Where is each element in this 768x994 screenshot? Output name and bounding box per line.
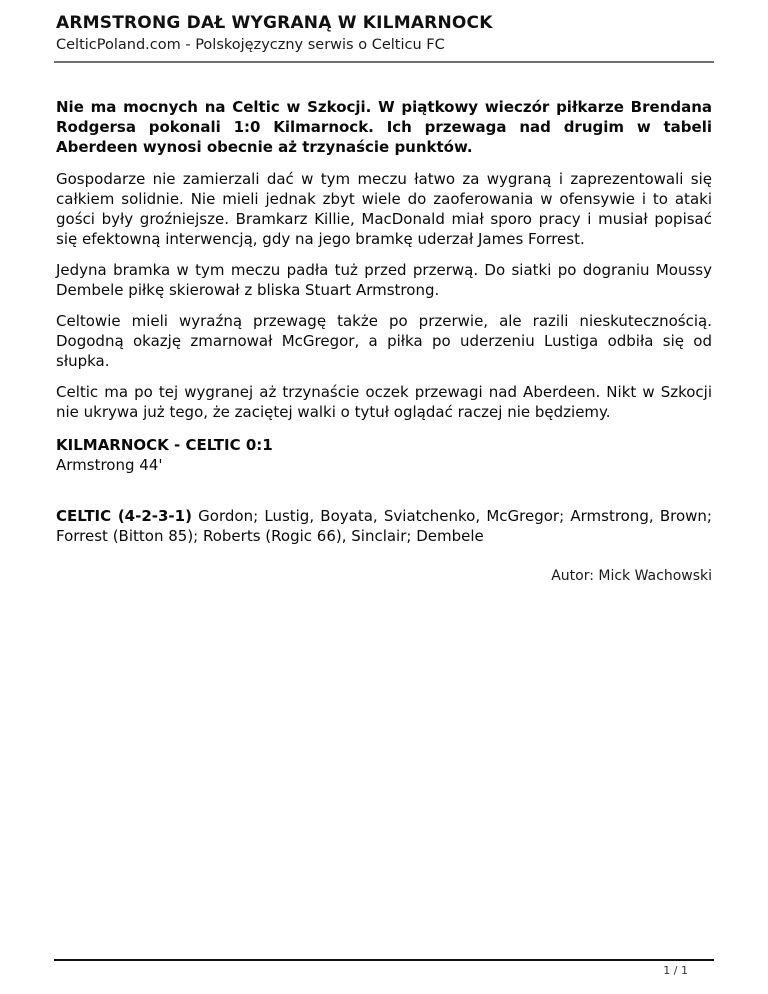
article-body [56,97,712,586]
paragraph-3: Celtowie mieli wyraźną przewagę także po przerwie, ale razili nieskutecznością. Dogodną okazję zmarnował McGregor, a piłka po uderzeniu Lustiga odbiła się od słupka. [56,311,712,370]
article-title: ARMSTRONG DAŁ WYGRANĄ W KILMARNOCK [56,13,493,33]
goal-scorer-line: Armstrong 44' [56,455,163,474]
team-formation-label: CELTIC (4-2-3-1) [56,506,192,525]
footer-divider [54,959,714,961]
author-credit: Autor: Mick Wachowski [551,567,712,584]
site-subtitle: CelticPoland.com - Polskojęzyczny serwis o Celticu FC [56,37,445,54]
lineup-players: Gordon; Lustig, Boyata, Sviatchenko, McGregor; Armstrong, Brown; Forrest (Bitton 85); Roberts (Rogic 66), Sinclair; Dembele [56,506,712,545]
header-divider [54,61,714,63]
document-footer [54,959,714,977]
page-number: 1 / 1 [663,964,688,977]
match-result-heading: KILMARNOCK - CELTIC 0:1 [56,435,273,454]
paragraph-2: Jedyna bramka w tym meczu padła tuż przed przerwą. Do siatki po dograniu Moussy Dembele piłkę skierował z bliska Stuart Armstrong. [56,260,712,299]
lineup-paragraph [56,506,712,546]
paragraph-4: Celtic ma po tej wygranej aż trzynaście oczek przewagi nad Aberdeen. Nikt w Szkocji nie ukrywa już tego, że zaciętej walki o tytuł oglądać raczej nie będziemy. [56,382,712,421]
document-header [56,13,712,63]
lead-paragraph: Nie ma mocnych na Celtic w Szkocji. W piątkowy wieczór piłkarze Brendana Rodgersa pokonali 1:0 Kilmarnock. Ich przewaga nad drugim w tabeli Aberdeen wynosi obecnie aż trzynaście punktów. [56,97,712,156]
paragraph-1: Gospodarze nie zamierzali dać w tym meczu łatwo za wygraną i zaprezentowali się całkiem solidnie. Nie mieli jednak zbyt wiele do zaoferowania w ofensywie i to ataki gości były groźniejsze. Bramkarz Killie, MacDonald miał sporo pracy i musiał popisać się efektowną interwencją, gdy na jego bramkę uderzał James Forrest. [56,169,712,248]
